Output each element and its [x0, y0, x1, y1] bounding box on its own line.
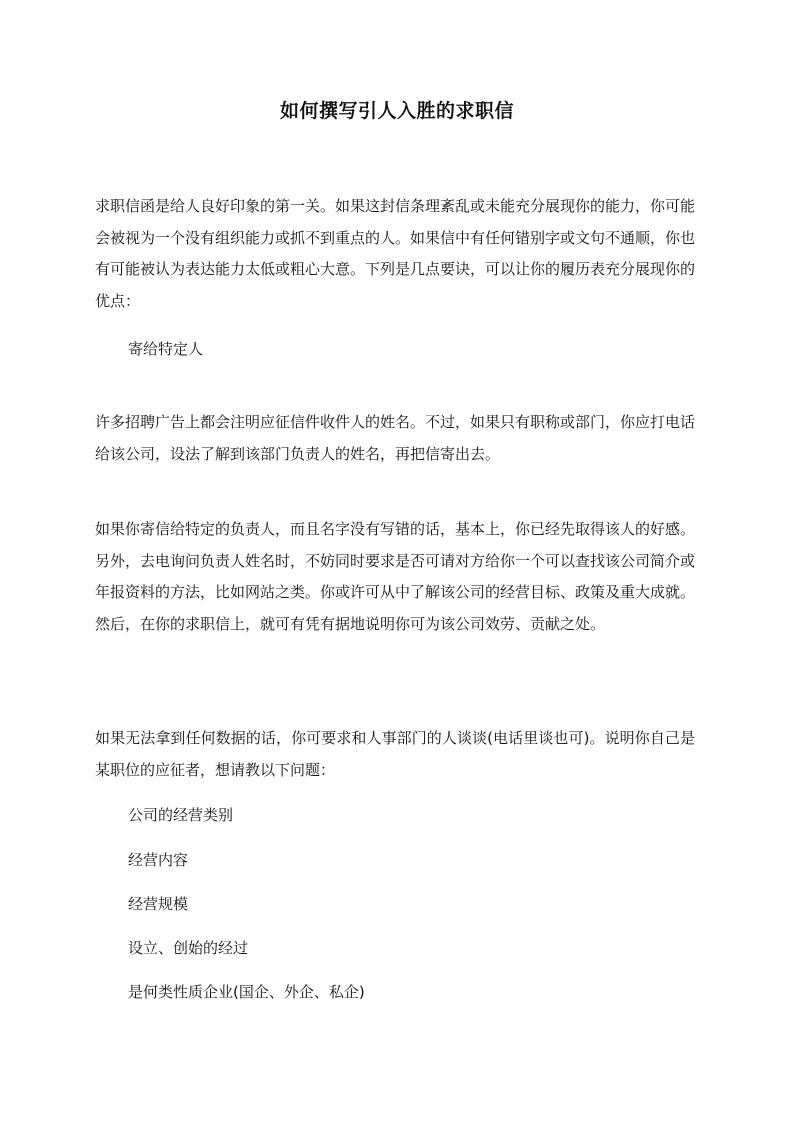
benefit-paragraph: 如果你寄信给特定的负责人，而且名字没有写错的话，基本上，你已经先取得该人的好感。另外，去电询问负责人姓名时，不妨同时要求是否可请对方给你一个可以查找该公司简介或年报资料的方法，比如网站之类。你或许可从中了解该公司的经营目标、政策及重大成就。然后，在你的求职信上，就可有凭有据地说明你可为该公司效劳、贡献之处。 [95, 520, 696, 633]
question-item: 经营规模 [128, 895, 189, 913]
question-item: 设立、创始的经过 [128, 939, 249, 957]
question-item: 公司的经营类别 [128, 806, 234, 824]
tip-heading: 寄给特定人 [128, 340, 204, 358]
question-item: 是何类性质企业(国企、外企、私企) [128, 983, 365, 1001]
question-item: 经营内容 [128, 851, 189, 869]
intro-paragraph: 求职信函是给人良好印象的第一关。如果这封信条理紊乱或未能充分展现你的能力，你可能会被视为一个没有组织能力或抓不到重点的人。如果信中有任何错别字或文句不通顺，你也有可能被认为表达能力太低或粗心大意。下列是几点要诀，可以让你的履历表充分展现你的优点： [95, 197, 696, 310]
document-title: 如何撰写引人入胜的求职信 [279, 100, 514, 122]
inquiry-paragraph: 如果无法拿到任何数据的话，你可要求和人事部门的人谈谈(电话里谈也可)。说明你自己是某职位的应征者，想请教以下问题： [95, 729, 695, 779]
recipient-paragraph: 许多招聘广告上都会注明应征信件收件人的姓名。不过，如果只有职称或部门，你应打电话给该公司，设法了解到该部门负责人的姓名，再把信寄出去。 [95, 413, 696, 463]
